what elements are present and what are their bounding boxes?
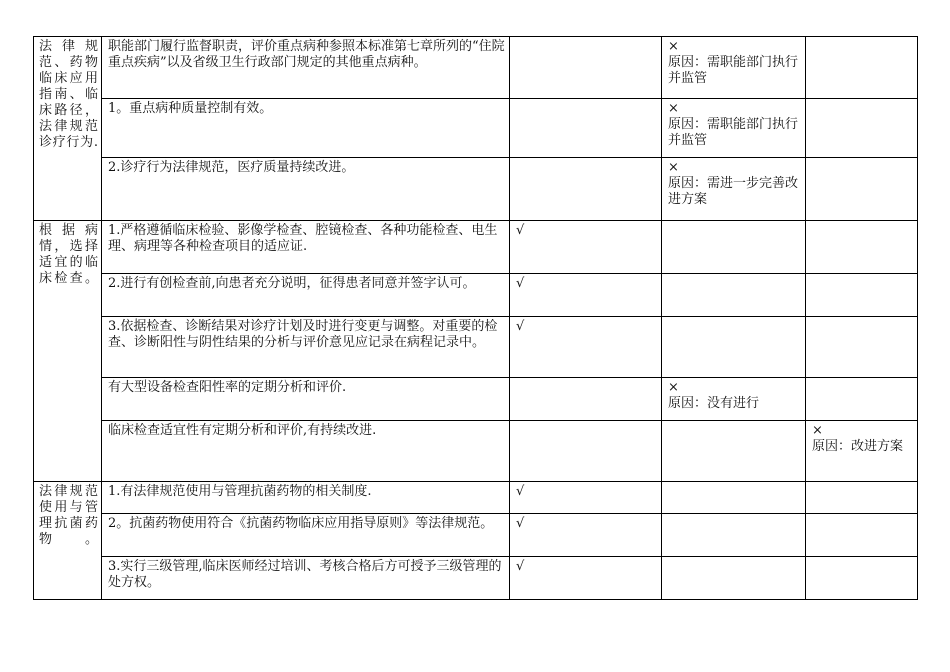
table-row <box>34 221 918 274</box>
conform-cell <box>510 557 662 600</box>
partial-cell <box>662 514 806 557</box>
item-cell: 1。重点病种质量控制有效。 <box>102 99 510 158</box>
conform-cell <box>510 99 662 158</box>
cross-mark: × <box>668 39 679 54</box>
cross-mark: × <box>812 423 823 438</box>
check-mark: √ <box>516 559 525 574</box>
item-cell: 有大型设备检查阳性率的定期分析和评价. <box>102 378 510 421</box>
partial-cell <box>662 378 806 421</box>
nonconform-cell <box>806 514 918 557</box>
reason-text: 原因：需进一步完善改进方案 <box>668 176 799 207</box>
partial-cell <box>662 221 806 274</box>
conform-cell <box>510 221 662 274</box>
cross-mark: × <box>668 101 679 116</box>
table-row <box>34 378 918 421</box>
partial-cell <box>662 274 806 317</box>
partial-cell <box>662 482 806 514</box>
nonconform-cell <box>806 421 918 482</box>
nonconform-cell <box>806 317 918 378</box>
nonconform-cell <box>806 158 918 221</box>
conform-cell <box>510 274 662 317</box>
item-cell: 1.有法律规范使用与管理抗菌药物的相关制度. <box>102 482 510 514</box>
category-cell: 法律规范、药物临床应用指南、临床路径，法律规范诊疗行为. <box>34 37 102 221</box>
partial-cell <box>662 421 806 482</box>
conform-cell <box>510 37 662 99</box>
conform-cell <box>510 514 662 557</box>
check-mark: √ <box>516 223 525 238</box>
category-cell: 根据病情，选择适宜的临床检查。 <box>34 221 102 482</box>
assessment-table <box>33 36 918 600</box>
conform-cell <box>510 317 662 378</box>
partial-cell <box>662 37 806 99</box>
table-row <box>34 514 918 557</box>
partial-cell <box>662 158 806 221</box>
item-cell: 临床检查适宜性有定期分析和评价,有持续改进. <box>102 421 510 482</box>
nonconform-cell <box>806 221 918 274</box>
nonconform-cell <box>806 482 918 514</box>
nonconform-cell <box>806 378 918 421</box>
table-row <box>34 37 918 99</box>
table-row <box>34 99 918 158</box>
item-cell: 2.诊疗行为法律规范，医疗质量持续改进。 <box>102 158 510 221</box>
table-row <box>34 482 918 514</box>
nonconform-cell <box>806 37 918 99</box>
check-mark: √ <box>516 276 525 291</box>
cross-mark: × <box>668 380 679 395</box>
nonconform-cell <box>806 99 918 158</box>
reason-text: 原因：没有进行 <box>668 396 760 411</box>
check-mark: √ <box>516 484 525 499</box>
conform-cell <box>510 482 662 514</box>
conform-cell <box>510 378 662 421</box>
item-cell: 职能部门履行监督职责，评价重点病种参照本标准第七章所列的“住院重点疾病”以及省级卫生行政部门规定的其他重点病种。 <box>102 37 510 99</box>
partial-cell <box>662 317 806 378</box>
item-cell: 3.实行三级管理,临床医师经过培训、考核合格后方可授予三级管理的处方权。 <box>102 557 510 600</box>
reason-text: 原因：改进方案 <box>812 439 904 454</box>
table-row <box>34 421 918 482</box>
conform-cell <box>510 421 662 482</box>
item-cell: 1.严格遵循临床检验、影像学检查、腔镜检查、各种功能检查、电生理、病理等各种检查项目的适应证. <box>102 221 510 274</box>
table-row <box>34 557 918 600</box>
item-cell: 2。抗菌药物使用符合《抗菌药物临床应用指导原则》等法律规范。 <box>102 514 510 557</box>
reason-text: 原因：需职能部门执行并监管 <box>668 55 799 86</box>
nonconform-cell <box>806 274 918 317</box>
cross-mark: × <box>668 160 679 175</box>
partial-cell <box>662 99 806 158</box>
check-mark: √ <box>516 516 525 531</box>
nonconform-cell <box>806 557 918 600</box>
partial-cell <box>662 557 806 600</box>
reason-text: 原因：需职能部门执行并监管 <box>668 117 799 148</box>
check-mark: √ <box>516 319 525 334</box>
item-cell: 2.进行有创检查前,向患者充分说明，征得患者同意并签字认可。 <box>102 274 510 317</box>
category-cell: 法律规范使用与管理抗菌药物。 <box>34 482 102 600</box>
table-row <box>34 158 918 221</box>
table-row <box>34 274 918 317</box>
item-cell: 3.依据检查、诊断结果对诊疗计划及时进行变更与调整。对重要的检查、诊断阳性与阴性结果的分析与评价意见应记录在病程记录中。 <box>102 317 510 378</box>
conform-cell <box>510 158 662 221</box>
table-row <box>34 317 918 378</box>
